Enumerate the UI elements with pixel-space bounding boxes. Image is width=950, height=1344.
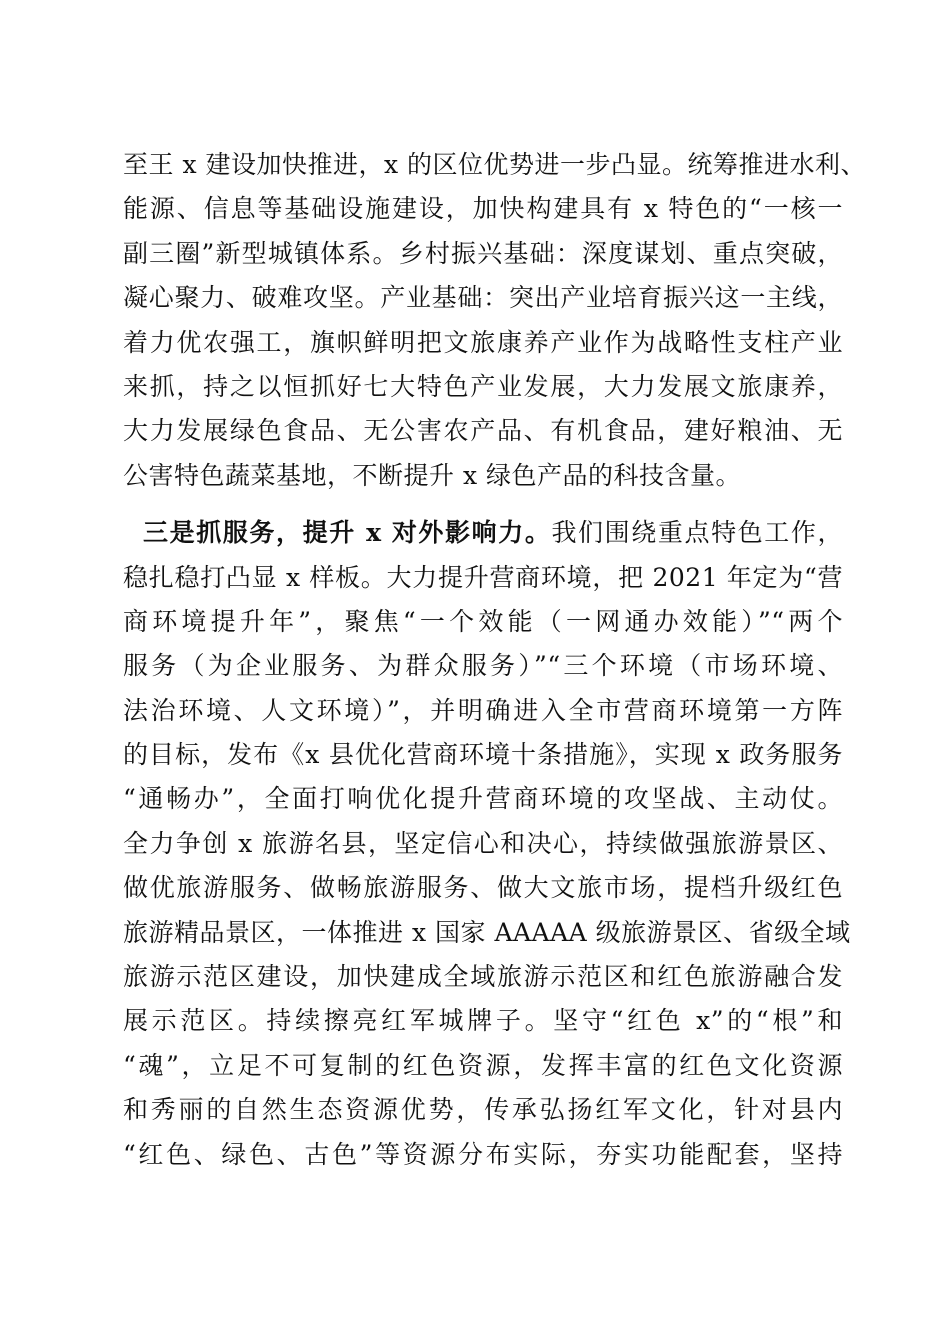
- text-line-first: [123, 511, 843, 555]
- text-line: 旅游精品景区，一体推进 x 国家 AAAAA 级旅游景区、省级全域: [123, 917, 851, 947]
- text-line: 服务（为企业服务、为群众服务）”“三个环境（市场环境、: [123, 651, 843, 681]
- text-line: “通畅办”，全面打响优化提升营商环境的攻坚战、主动仗。: [123, 784, 843, 814]
- heading-line-rest: 我们围绕重点特色工作，: [551, 518, 843, 548]
- text-line: 旅游示范区建设，加快建成全域旅游示范区和红色旅游融合发: [123, 962, 843, 992]
- text-line: 商环境提升年”，聚焦“一个效能（一网通办效能）”“两个: [123, 606, 843, 636]
- text-line: 来抓，持之以恒抓好七大特色产业发展，大力发展文旅康养，: [123, 371, 843, 401]
- text-line: 能源、信息等基础设施建设，加快构建具有 x 特色的“一核一: [123, 194, 843, 224]
- paragraph-gap: [123, 498, 843, 511]
- paragraph-2: [123, 511, 851, 1177]
- text-line: “红色、绿色、古色”等资源分布实际，夯实功能配套，坚持: [123, 1139, 843, 1169]
- text-line: 展示范区。持续擦亮红军城牌子。坚守“红色 x”的“根”和: [123, 1006, 843, 1036]
- text-line: 的目标，发布《x 县优化营商环境十条措施》，实现 x 政务服务: [123, 740, 843, 770]
- text-line: 大力发展绿色食品、无公害农产品、有机食品，建好粮油、无: [123, 416, 843, 446]
- text-line: 至王 x 建设加快推进，x 的区位优势进一步凸显。统筹推进水利、: [123, 150, 867, 179]
- text-line: 着力优农强工，旗帜鲜明把文旅康养产业作为战略性支柱产业: [123, 327, 843, 357]
- paragraph-1: [123, 143, 867, 498]
- text-line: 凝心聚力、破难攻坚。产业基础：突出产业培育振兴这一主线，: [123, 283, 843, 313]
- text-line: 法治环境、人文环境）”，并明确进入全市营商环境第一方阵: [123, 695, 843, 725]
- text-line: 稳扎稳打凸显 x 样板。大力提升营商环境，把 2021 年定为“营: [123, 562, 843, 592]
- text-line: 全力争创 x 旅游名县，坚定信心和决心，持续做强旅游景区、: [123, 828, 843, 858]
- document-body: [123, 143, 867, 1177]
- paragraph-heading: 三是抓服务，提升 x 对外影响力。: [143, 518, 552, 548]
- text-line: 做优旅游服务、做畅旅游服务、做大文旅市场，提档升级红色: [123, 873, 843, 903]
- text-line: 副三圈”新型城镇体系。乡村振兴基础：深度谋划、重点突破，: [123, 238, 843, 268]
- text-line: 公害特色蔬菜基地，不断提升 x 绿色产品的科技含量。: [123, 460, 741, 490]
- text-line: “魂”，立足不可复制的红色资源，发挥丰富的红色文化资源: [123, 1050, 843, 1080]
- text-line: 和秀丽的自然生态资源优势，传承弘扬红军文化，针对县内: [123, 1095, 843, 1125]
